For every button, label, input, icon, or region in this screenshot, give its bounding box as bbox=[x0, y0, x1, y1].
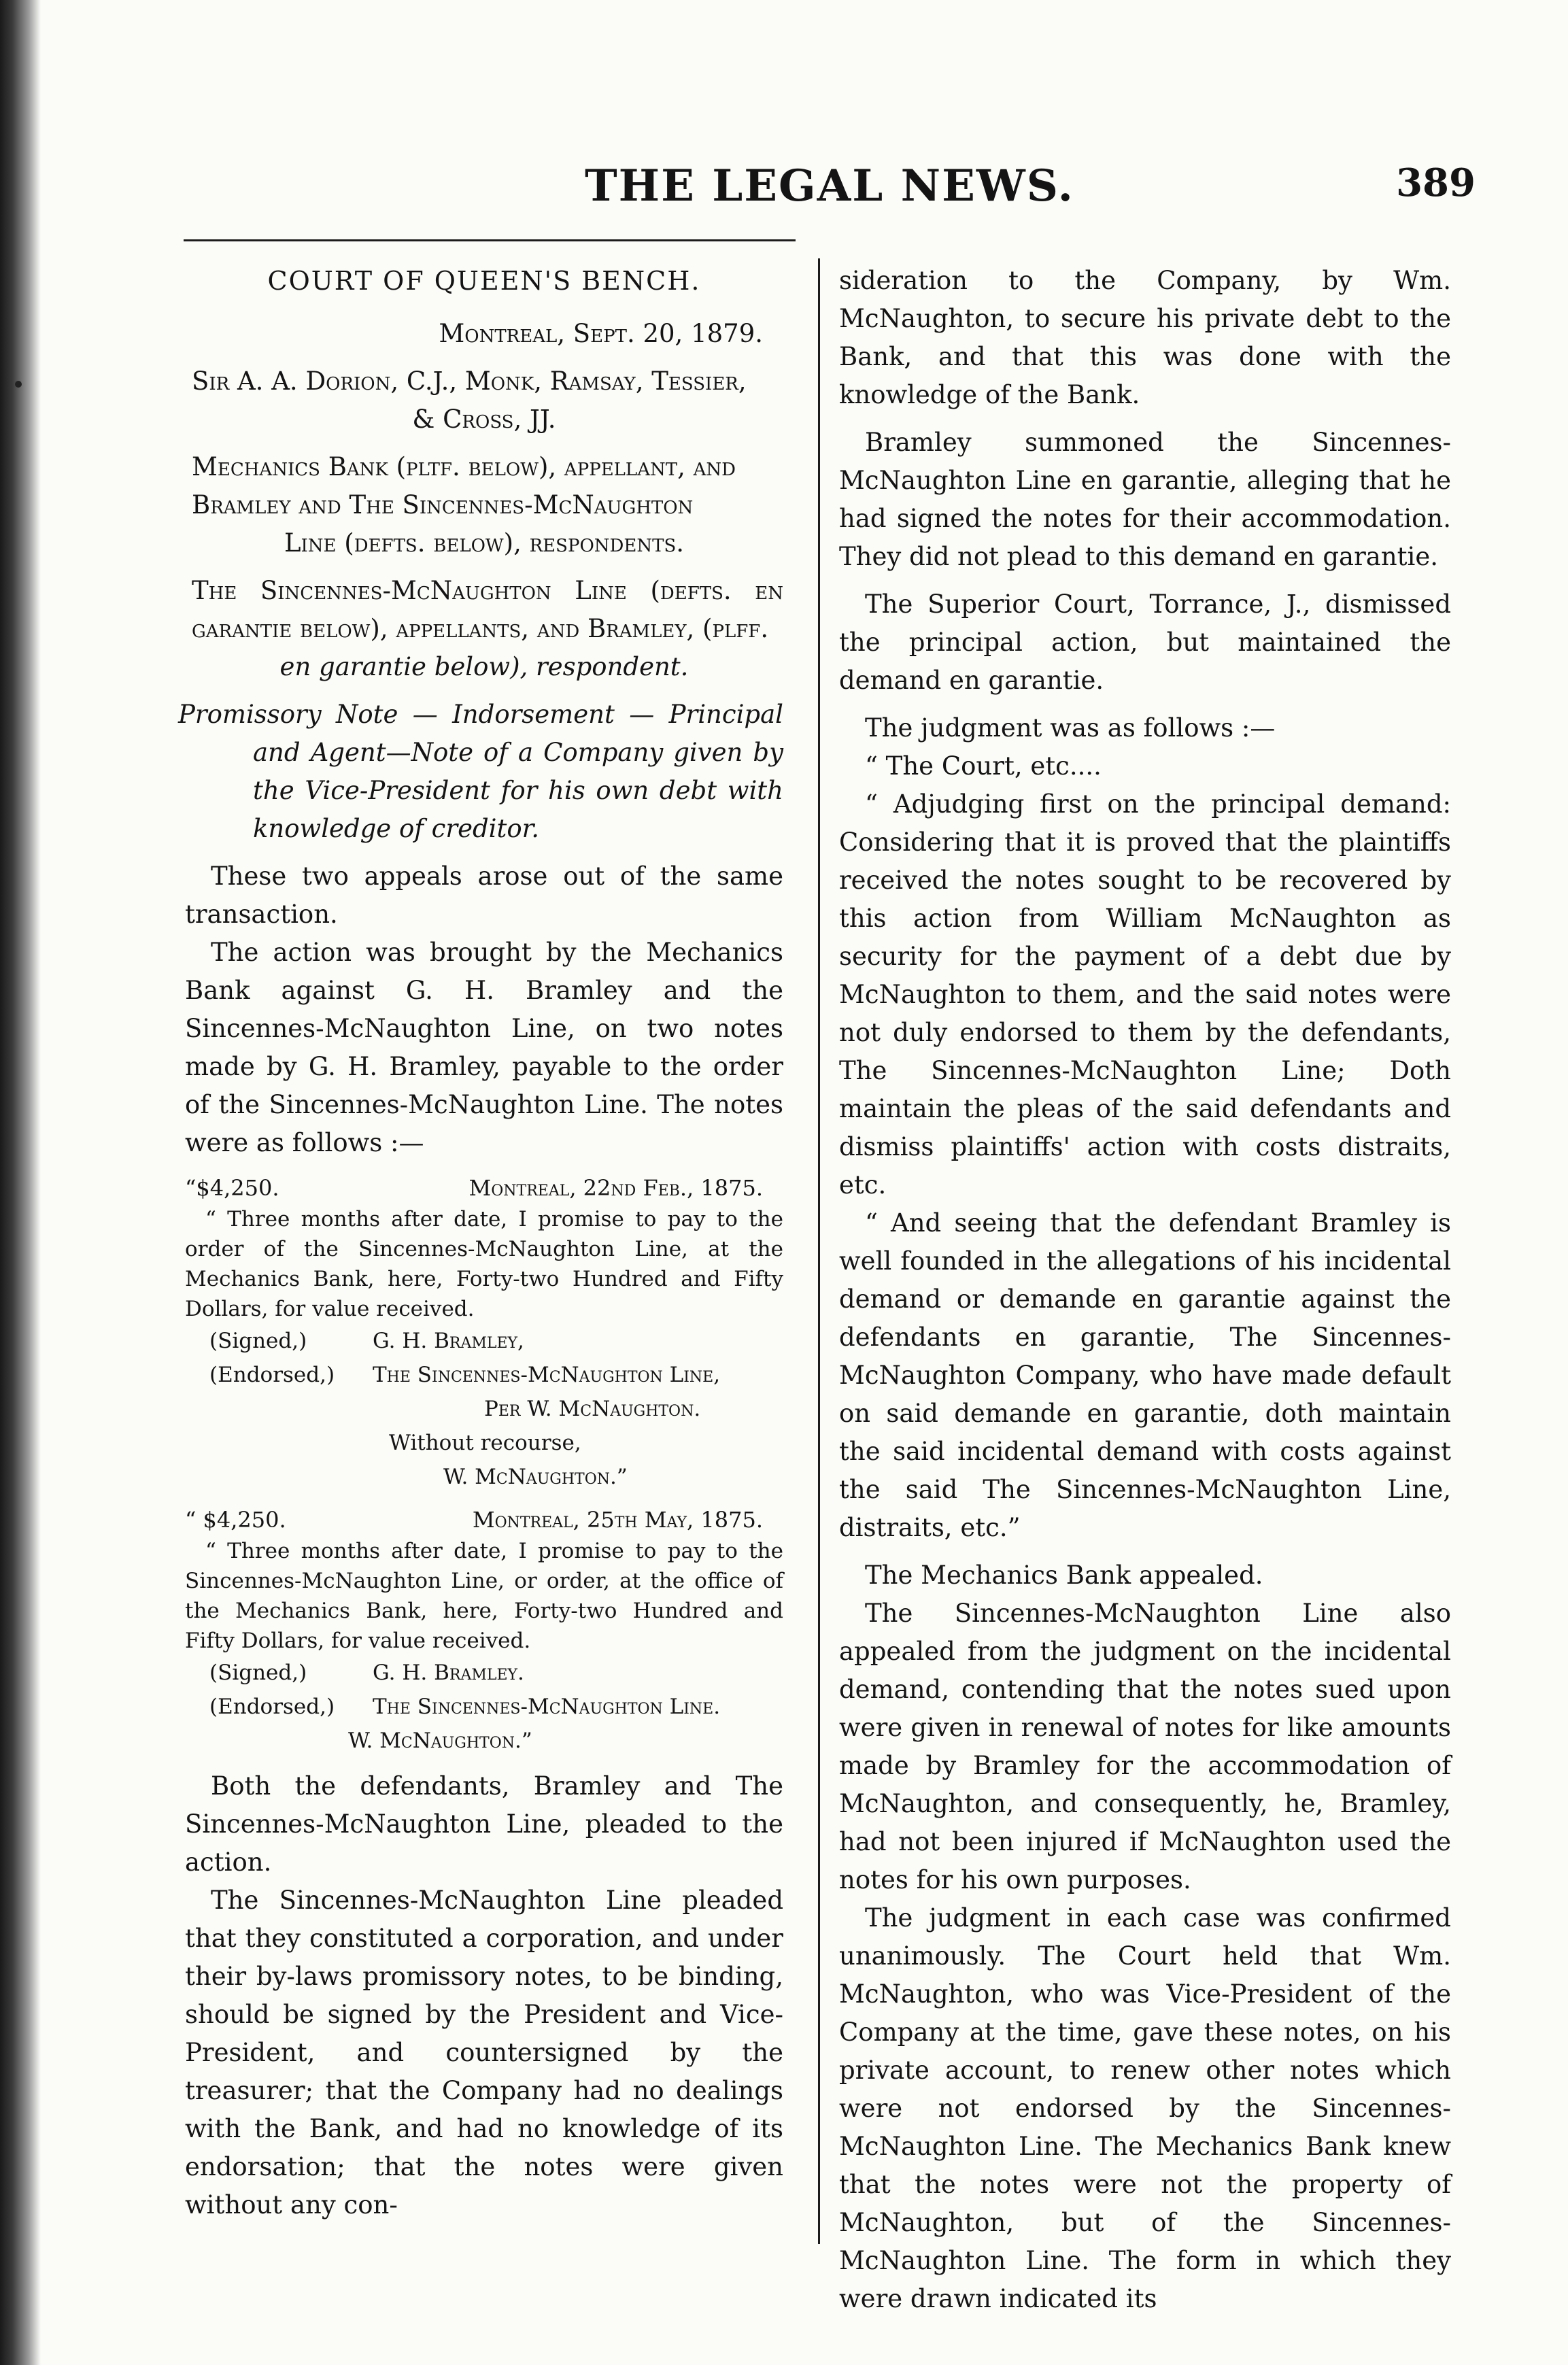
bench-line-2: & Cross, JJ. bbox=[412, 405, 556, 434]
parties-line-3: Line (defts. below), respondents. bbox=[284, 528, 685, 558]
paragraph: Bramley summoned the Sincennes-McNaughton Line en garantie, alleging that he had signed the notes for their accommodation. They did not plead to this demand en garantie. bbox=[839, 428, 1451, 571]
parties2-line-2: en garantie below), respondent. bbox=[279, 652, 689, 681]
paragraph: sideration to the Company, by Wm. McNaughton, to secure his private debt to the Bank, and that this was done with the knowledge of the Bank. bbox=[839, 266, 1451, 409]
scan-speck bbox=[15, 381, 22, 388]
signed-name: G. H. Bramley, bbox=[373, 1329, 524, 1353]
note-amount: “$4,250. bbox=[185, 1175, 279, 1201]
note-amount: “ $4,250. bbox=[185, 1507, 286, 1533]
endorser-name: W. McNaughton.” bbox=[443, 1465, 628, 1489]
note-body: “ Three months after date, I promise to pay to the order of the Sincennes-McNaughton Line, at the Mechanics Bank, here, Forty-two Hundred and Fifty Dollars, for value received. bbox=[185, 1207, 783, 1321]
endorsed-label: (Endorsed,) bbox=[209, 1363, 335, 1387]
paragraph: The judgment in each case was confirmed unanimously. The Court held that Wm. McNaughton, who was Vice-President of the Company at the time, gave these notes, on his private account, to renew other notes which were not endorsed by the Sincennes-McNaughton Line. The Mechanics Bank knew that the notes were not the property of McNaughton, but of the Sincennes-McNaughton Line. The form in which they were drawn indicated its bbox=[839, 1903, 1451, 2313]
note-body: “ Three months after date, I promise to pay to the Sincennes-McNaughton Line, or order, at the office of the Mechanics Bank, here, Forty-two Hundred and Fifty Dollars, for value received. bbox=[185, 1539, 783, 1653]
page-header bbox=[184, 160, 1476, 222]
promissory-note-2 bbox=[185, 1503, 783, 1758]
paragraph: The Superior Court, Torrance, J., dismissed the principal action, but maintained the demand en garantie. bbox=[839, 590, 1451, 695]
left-column bbox=[178, 262, 783, 2224]
paragraph: “ And seeing that the defendant Bramley is well founded in the allegations of his incidental demand or demande en garantie against the defendants en garantie, The Sincennes-McNaughton Company, who have made default on said demande en garantie, doth maintain the said incidental demand with costs against the said The Sincennes-McNaughton Line, distraits, etc.” bbox=[839, 1208, 1451, 1542]
paragraph: The judgment was as follows :— bbox=[865, 713, 1276, 743]
right-column bbox=[839, 262, 1451, 2318]
signed-label: (Signed,) bbox=[209, 1329, 307, 1353]
header-rule bbox=[184, 239, 796, 241]
parties-line-2: Bramley and The Sincennes-McNaughton bbox=[192, 490, 694, 520]
paragraph: Both the defendants, Bramley and The Sincennes-McNaughton Line, pleaded to the action. bbox=[185, 1771, 783, 1877]
scan-margin-shadow bbox=[0, 0, 41, 2365]
paragraph: The Sincennes-McNaughton Line pleaded that they constituted a corporation, and under their by-laws promissory notes, to be binding, should be signed by the President and Vice-President, and countersigned by the treasurer; that the Company had no dealings with the Bank, and had no knowledge of its endorsation; that the notes were given without any con- bbox=[185, 1886, 783, 2219]
note-date: Montreal, 22nd Feb., 1875. bbox=[468, 1175, 763, 1201]
endorsed-name: The Sincennes-McNaughton Line, bbox=[373, 1363, 721, 1387]
headnote: Promissory Note — Indorsement — Principal and Agent—Note of a Company given by the Vice-President for his own debt with knowledge of creditor. bbox=[178, 700, 783, 843]
signed-name: G. H. Bramley. bbox=[373, 1661, 524, 1685]
promissory-note-1 bbox=[185, 1172, 783, 1494]
paragraph: “ The Court, etc.... bbox=[865, 751, 1102, 781]
endorser-name: W. McNaughton.” bbox=[348, 1729, 532, 1753]
endorsed-name: The Sincennes-McNaughton Line. bbox=[373, 1695, 721, 1719]
signed-label: (Signed,) bbox=[209, 1661, 307, 1685]
paragraph: These two appeals arose out of the same transaction. bbox=[185, 862, 783, 929]
endorsed-per: Per W. McNaughton. bbox=[484, 1397, 701, 1421]
parties2-line-1: The Sincennes-McNaughton Line (defts. en garantie below), appellants, and Bramley, (plff. bbox=[192, 576, 783, 643]
endorsed-label: (Endorsed,) bbox=[209, 1695, 335, 1719]
paragraph: “ Adjudging first on the principal demand: Considering that it is proved that the plaintiffs received the notes sought to be recovered by this action from William McNaughton as security for the payment of a debt due by McNaughton to them, and the said notes were not duly endorsed to them by the defendants, The Sincennes-McNaughton Line; Doth maintain the pleas of the said defendants and dismiss plaintiffs' action with costs distraits, etc. bbox=[839, 789, 1451, 1199]
page-number: 389 bbox=[1396, 160, 1476, 205]
court-heading: COURT OF QUEEN'S BENCH. bbox=[267, 266, 701, 296]
paragraph: The Mechanics Bank appealed. bbox=[865, 1561, 1263, 1590]
paragraph: The Sincennes-McNaughton Line also appealed from the judgment on the incidental demand, contending that the notes sued upon were given in renewal of notes for like amounts made by Bramley for the accommodation of McNaughton, and consequently, he, Bramley, had not been injured if McNaughton used the notes for his own purposes. bbox=[839, 1599, 1451, 1894]
note-date: Montreal, 25th May, 1875. bbox=[472, 1507, 763, 1533]
column-divider bbox=[818, 258, 820, 2244]
without-recourse: Without recourse, bbox=[389, 1431, 581, 1455]
parties-line-1: Mechanics Bank (pltf. below), appellant, and bbox=[192, 452, 736, 481]
bench-line-1: Sir A. A. Dorion, C.J., Monk, Ramsay, Tessier, bbox=[192, 367, 747, 396]
running-title: THE LEGAL NEWS. bbox=[585, 160, 1074, 211]
dateline: Montreal, Sept. 20, 1879. bbox=[439, 319, 763, 348]
paragraph: The action was brought by the Mechanics Bank against G. H. Bramley and the Sincennes-McNaughton Line, on two notes made by G. H. Bramley, payable to the order of the Sincennes-McNaughton Line. The notes were as follows :— bbox=[185, 938, 783, 1157]
